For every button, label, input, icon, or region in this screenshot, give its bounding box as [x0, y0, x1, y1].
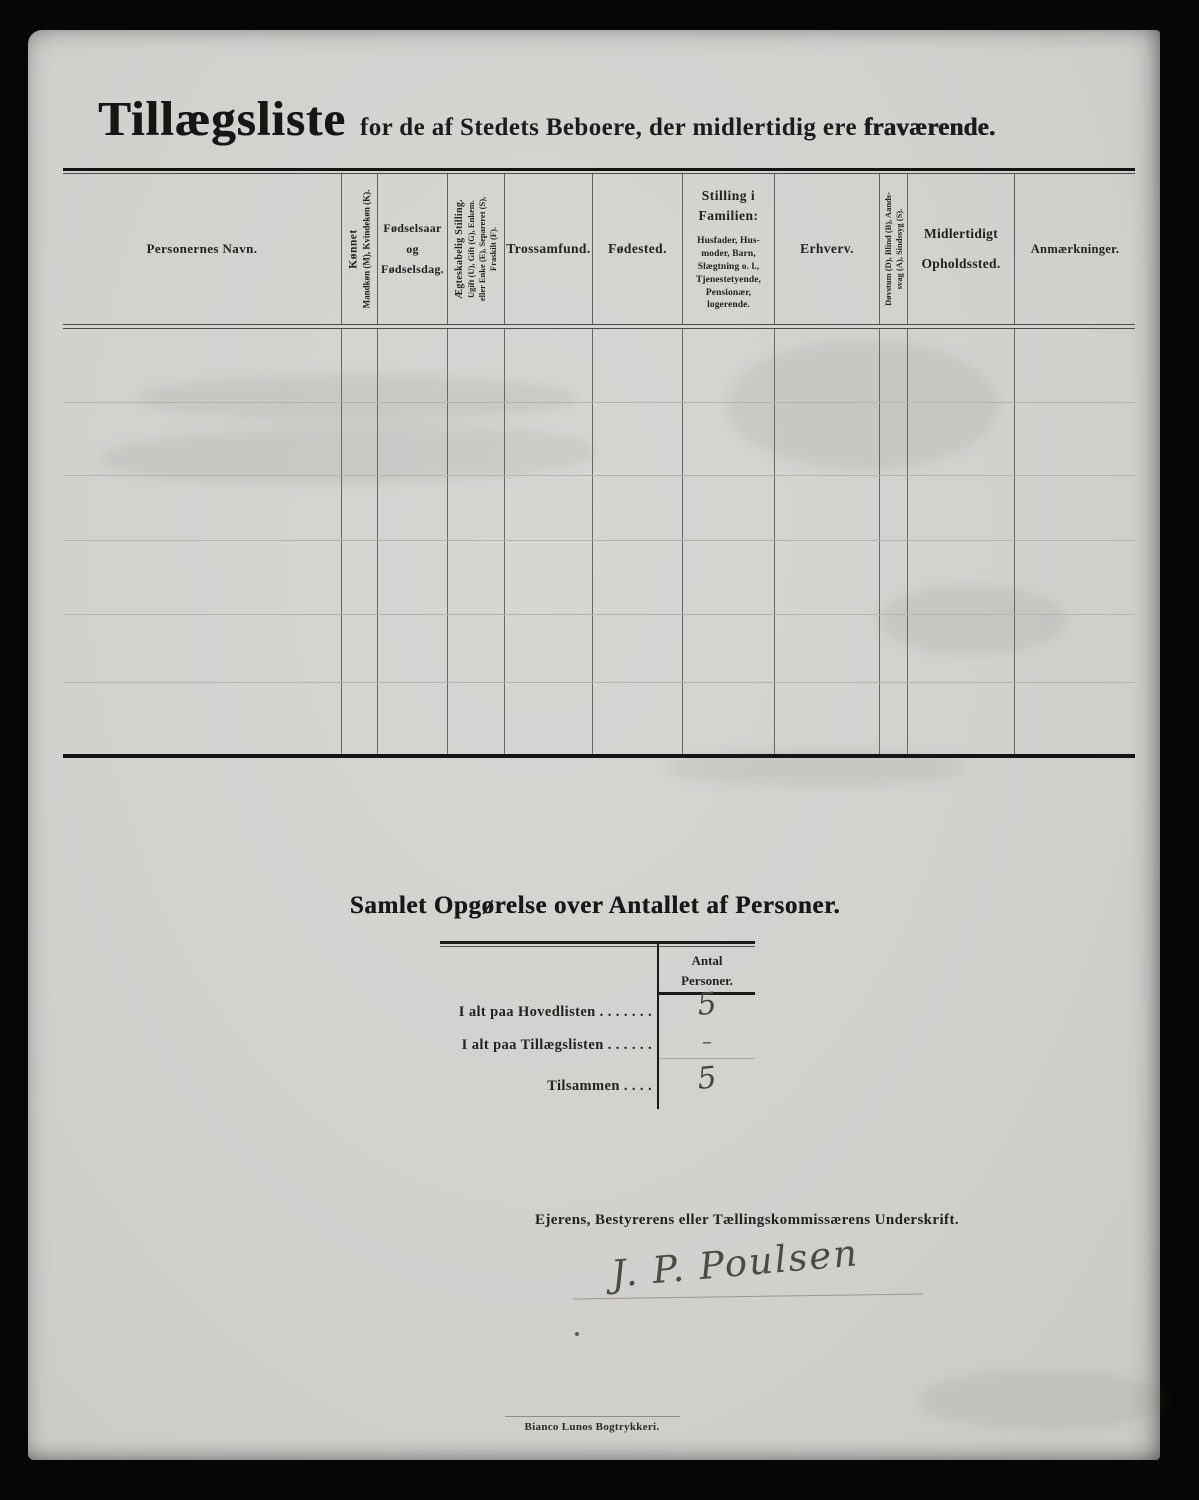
- table-cell: [593, 329, 683, 402]
- ink-dot: [575, 1332, 579, 1336]
- table-cell: [908, 329, 1015, 402]
- table-cell: [683, 541, 775, 614]
- table-cell: [1015, 403, 1135, 475]
- table-cell: [775, 683, 880, 754]
- table-cell: [593, 403, 683, 475]
- vertical-label: [453, 197, 499, 301]
- signature-caption: Ejerens, Bestyrerens eller Tællingskommissærens Underskrift.: [535, 1212, 959, 1228]
- table-cell: [775, 476, 880, 540]
- column-header-trossamfund: [505, 174, 593, 324]
- table-cell: [448, 476, 505, 540]
- table-cell: [683, 329, 775, 402]
- summary-value-hovedlisten: 5: [695, 986, 719, 1023]
- table-cell: [342, 476, 378, 540]
- table-cell: [342, 403, 378, 475]
- table-cell: [593, 541, 683, 614]
- table-row: [63, 329, 1135, 403]
- column-header-foedested: [593, 174, 683, 324]
- table-cell: [683, 476, 775, 540]
- summary-label-tillaegslisten: I alt paa Tillægslisten . . . . . .: [461, 1037, 652, 1053]
- census-form-page: [28, 30, 1160, 1460]
- column-label: Ægteskabelig Stilling.: [453, 199, 465, 299]
- table-cell: [378, 683, 448, 754]
- table-bottom-rule: [63, 754, 1135, 758]
- column-label: Kønnet: [347, 229, 360, 269]
- table-row: [63, 683, 1135, 754]
- table-cell: [505, 476, 593, 540]
- table-cell: [908, 615, 1015, 682]
- table-cell: [683, 683, 775, 754]
- table-cell: [505, 541, 593, 614]
- table-cell: [1015, 683, 1135, 754]
- column-sublabel: eller Enke (E), Separeret (S),: [476, 196, 487, 302]
- table-cell: [448, 329, 505, 402]
- column-label: Stilling i Familien:: [698, 187, 759, 224]
- column-sublabel: Ugift (U), Gift (G), Enkem.: [465, 200, 476, 298]
- table-cell: [908, 476, 1015, 540]
- table-cell: [880, 476, 908, 540]
- table-cell: [378, 329, 448, 402]
- column-header-anmaerkninger: [1015, 174, 1135, 324]
- table-cell: [378, 403, 448, 475]
- printer-imprint: Bianco Lunos Bogtrykkeri.: [524, 1421, 660, 1433]
- table-cell: [775, 329, 880, 402]
- title-rest-text: for de af Stedets Beboere, der midlertidig ere: [359, 114, 857, 141]
- summary-column-header: Antal Personer.: [681, 953, 733, 988]
- table-row: [63, 615, 1135, 683]
- table-body: [63, 329, 1135, 754]
- table-cell: [63, 541, 342, 614]
- summary-value-tillaegslisten: –: [702, 1029, 712, 1053]
- table-cell: [448, 615, 505, 682]
- signature-handwriting: J. P. Poulsen: [609, 1231, 861, 1296]
- column-sublabel: svag (A), Sindssyg (S).: [893, 208, 904, 290]
- table-cell: [1015, 476, 1135, 540]
- column-header-stilling-i-familien: [683, 174, 775, 324]
- table-cell: [880, 683, 908, 754]
- table-cell: [908, 403, 1015, 475]
- table-cell: [448, 541, 505, 614]
- table-cell: [593, 615, 683, 682]
- table-cell: [775, 615, 880, 682]
- table-row: [63, 541, 1135, 615]
- summary-top-rule: [440, 941, 755, 947]
- table-cell: [378, 476, 448, 540]
- table-cell: [683, 403, 775, 475]
- absentees-table: [63, 168, 1135, 758]
- column-label: Fødselsaar og Fødselsdag.: [381, 221, 444, 277]
- column-header-doevstum: [880, 174, 908, 324]
- table-cell: [775, 403, 880, 475]
- table-cell: [880, 403, 908, 475]
- table-cell: [1015, 541, 1135, 614]
- column-header-foedselsaar: [378, 174, 448, 324]
- column-label: Trossamfund.: [506, 241, 591, 256]
- table-cell: [378, 541, 448, 614]
- column-header-aegteskabelig-stilling: [448, 174, 505, 324]
- summary-table: [440, 941, 755, 1109]
- table-row: [63, 476, 1135, 541]
- table-row: [63, 403, 1135, 476]
- table-header-row: [63, 174, 1135, 324]
- table-cell: [505, 615, 593, 682]
- table-cell: [342, 683, 378, 754]
- column-sublabel: Husfader, Hus- moder, Barn, Slægtning o. l., Tjenestetyende, Pensionær, logerende.: [695, 236, 762, 311]
- table-cell: [342, 615, 378, 682]
- column-label: Døvstum (D), Blind (B), Aands-: [882, 192, 893, 306]
- table-cell: [342, 329, 378, 402]
- table-cell: [880, 615, 908, 682]
- table-cell: [880, 329, 908, 402]
- summary-value-tilsammen: 5: [695, 1060, 719, 1097]
- column-sublabel: Fraskilt (F).: [488, 227, 499, 271]
- vertical-label: [346, 190, 373, 309]
- table-cell: [908, 683, 1015, 754]
- table-cell: [63, 329, 342, 402]
- table-cell: [448, 683, 505, 754]
- table-cell: [505, 329, 593, 402]
- column-label: Erhverv.: [800, 241, 854, 256]
- column-header-midlertidigt-opholdssted: [908, 174, 1015, 324]
- table-cell: [683, 615, 775, 682]
- title-main: Tillægsliste: [98, 91, 346, 146]
- summary-label-hovedlisten: I alt paa Hovedlisten . . . . . . .: [458, 1004, 652, 1020]
- table-cell: [63, 403, 342, 475]
- column-label: Personernes Navn.: [146, 241, 258, 256]
- table-cell: [593, 476, 683, 540]
- table-cell: [448, 403, 505, 475]
- table-cell: [593, 683, 683, 754]
- column-header-personernes-navn: [63, 174, 342, 324]
- table-cell: [63, 683, 342, 754]
- printer-rule: [505, 1416, 680, 1417]
- table-cell: [342, 541, 378, 614]
- table-cell: [1015, 329, 1135, 402]
- table-cell: [505, 683, 593, 754]
- table-cell: [63, 476, 342, 540]
- column-label: Anmærkninger.: [1030, 241, 1120, 256]
- table-cell: [505, 403, 593, 475]
- title-subtitle: [360, 114, 995, 142]
- table-cell: [908, 541, 1015, 614]
- summary-heading: Samlet Opgørelse over Antallet af Personer.: [349, 892, 841, 919]
- summary-label-tilsammen: Tilsammen . . . .: [547, 1078, 652, 1094]
- column-header-koennet: [342, 174, 378, 324]
- table-cell: [1015, 615, 1135, 682]
- vertical-label: [882, 192, 904, 306]
- table-cell: [880, 541, 908, 614]
- bleedthrough-smudge: [918, 1370, 1168, 1430]
- page-title: [98, 90, 1108, 147]
- column-label: Fødested.: [608, 241, 667, 256]
- title-emphasis: fraværende.: [863, 114, 996, 141]
- table-cell: [775, 541, 880, 614]
- table-cell: [63, 615, 342, 682]
- column-label: Midlertidigt Opholdssted.: [921, 226, 1001, 271]
- column-header-erhverv: [775, 174, 880, 324]
- table-cell: [378, 615, 448, 682]
- column-sublabel: Mandkøn (M), Kvindekøn (K).: [361, 189, 372, 309]
